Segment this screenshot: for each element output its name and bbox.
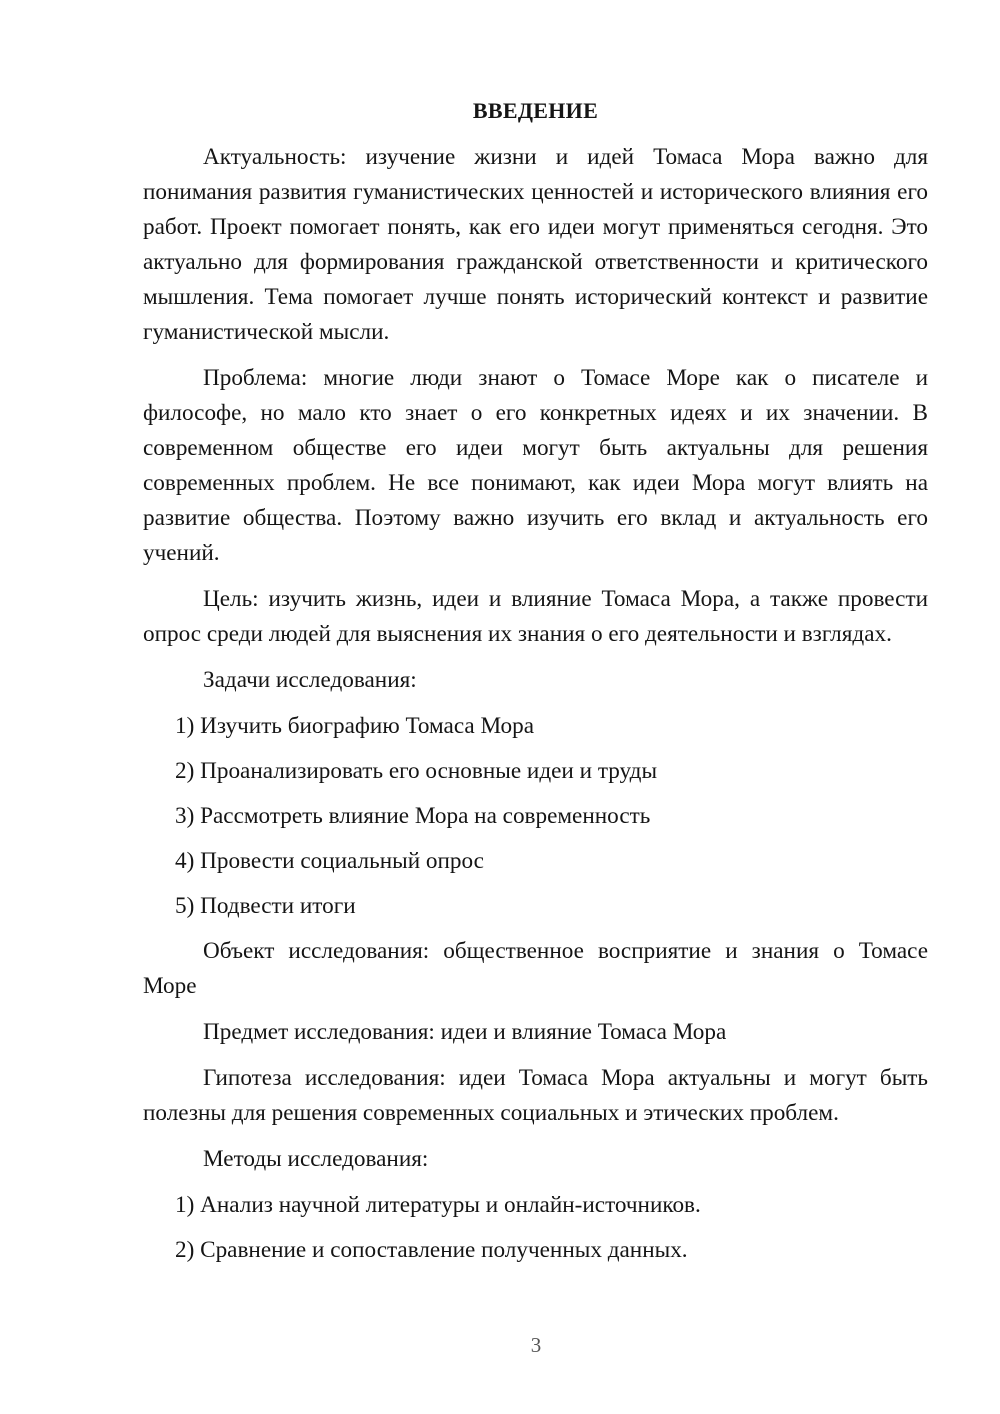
goal-paragraph: Цель: изучить жизнь, идеи и влияние Томаса Мора, а также провести опрос среди людей для выяснения их знания о его деятельности и взглядах. xyxy=(143,586,928,647)
relevance-paragraph: Актуальность: изучение жизни и идей Томаса Мора важно для понимания развития гуманистических ценностей и исторического влияния его работ. Проект помогает понять, как его идеи могут применяться сегодня. Это актуально для формирования гражданской ответственности и критического мышления. Тема помогает лучше понять исторический контекст и развитие гуманистической мысли. xyxy=(143,144,928,345)
object-paragraph: Объект исследования: общественное восприятие и знания о Томасе Море xyxy=(143,938,928,999)
method-item: 1) Анализ научной литературы и онлайн-источников. xyxy=(175,1192,701,1218)
tasks-heading: Задачи исследования: xyxy=(203,667,417,693)
task-item: 5) Подвести итоги xyxy=(175,893,356,919)
problem-paragraph: Проблема: многие люди знают о Томасе Море как о писателе и философе, но мало кто знает о его конкретных идеях и их значении. В современном обществе его идеи могут быть актуальны для решения современных проблем. Не все понимают, как идеи Мора могут влиять на развитие общества. Поэтому важно изучить его вклад и актуальность его учений. xyxy=(143,365,928,566)
page-content xyxy=(143,94,928,1278)
methods-heading: Методы исследования: xyxy=(203,1146,429,1172)
task-item: 1) Изучить биографию Томаса Мора xyxy=(175,713,535,739)
task-item: 4) Провести социальный опрос xyxy=(175,848,484,874)
subject-paragraph: Предмет исследования: идеи и влияние Томаса Мора xyxy=(203,1019,727,1045)
task-item: 2) Проанализировать его основные идеи и труды xyxy=(175,758,658,784)
tasks-list xyxy=(143,709,928,924)
hypothesis-paragraph: Гипотеза исследования: идеи Томаса Мора актуальны и могут быть полезны для решения современных социальных и этических проблем. xyxy=(143,1065,928,1126)
section-title: ВВЕДЕНИЕ xyxy=(472,98,599,123)
task-item: 3) Рассмотреть влияние Мора на современность xyxy=(175,803,651,829)
methods-list xyxy=(143,1188,928,1268)
method-item: 2) Сравнение и сопоставление полученных данных. xyxy=(175,1237,688,1263)
page-number: 3 xyxy=(530,1333,542,1357)
